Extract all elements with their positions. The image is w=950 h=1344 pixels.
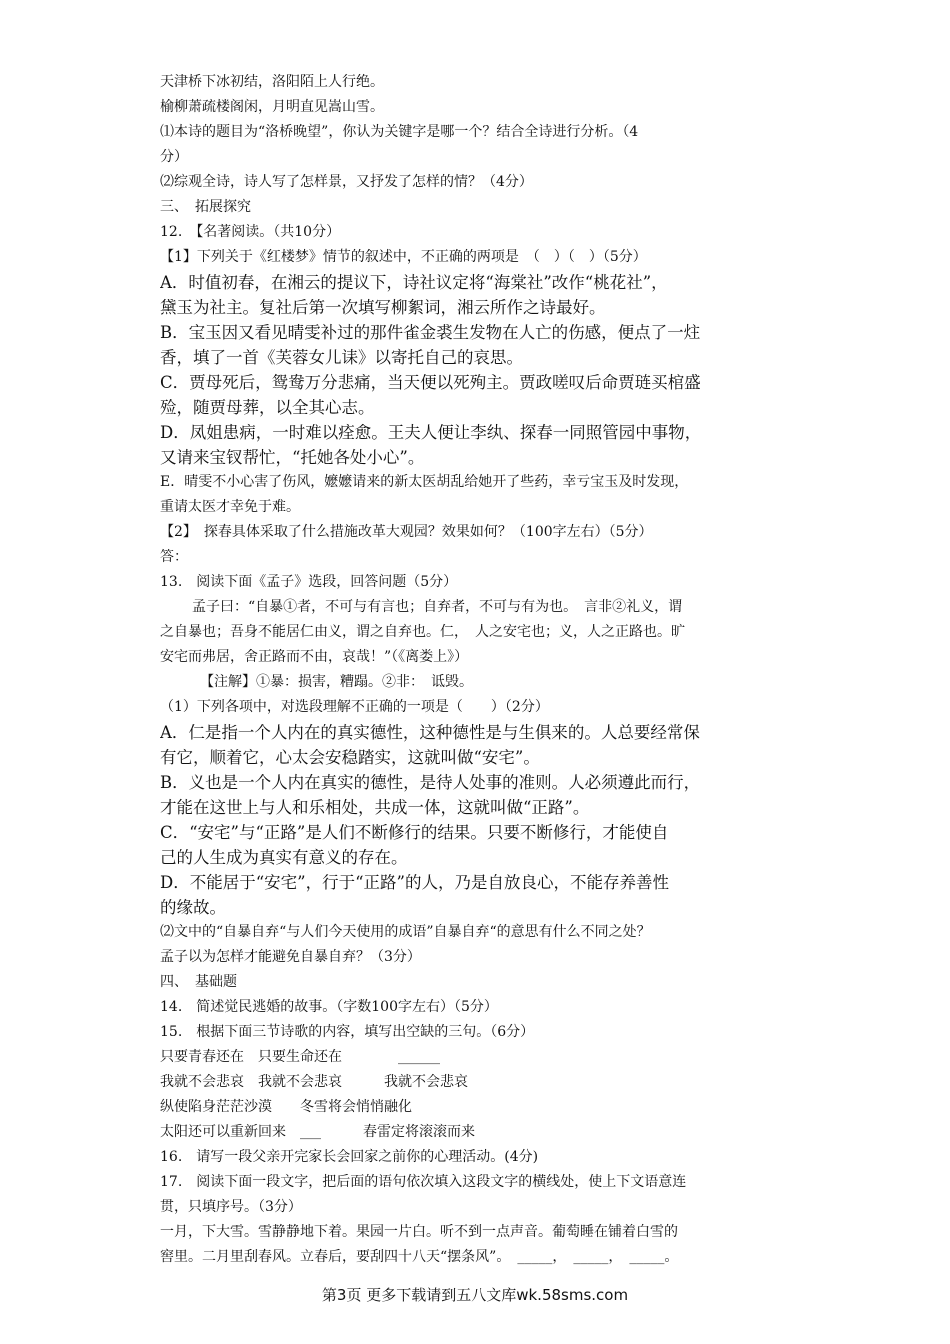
text-line: 才能在这世上与人和乐相处，共成一体，这就叫做“正路”。	[160, 798, 590, 817]
text-line: 14. 简述觉民逃婚的故事。（字数100字左右）（5分）	[160, 999, 498, 1015]
text-line: E．晴雯不小心害了伤风，嬷嬷请来的新太医胡乱给她开了些药，幸亏宝玉及时发现，	[160, 474, 689, 490]
text-line: 一月，下大雪。雪静静地下着。果园一片白。听不到一点声音。葡萄睡在铺着白雪的	[160, 1224, 678, 1240]
text-line: 贯，只填序号。（3分）	[160, 1199, 302, 1215]
text-line: 榆柳萧疏楼阁闲，月明直见嵩山雪。	[160, 99, 384, 115]
text-line: 四、 基础题	[160, 974, 237, 990]
text-line: 【1】下列关于《红楼梦》情节的叙述中，不正确的两项是 （ ）（ ）（5分）	[160, 249, 647, 265]
text-line: 13. 阅读下面《孟子》选段，回答问题（5分）	[160, 574, 458, 590]
text-line: 窖里。二月里刮春风。立春后，要刮四十八天“摆条风”。 _____， _____， _____。	[160, 1249, 679, 1265]
page-footer: 第3页 更多下载请到五八文库wk.58sms.com	[321, 1286, 629, 1304]
text-line: 我就不会悲哀 我就不会悲哀 我就不会悲哀	[160, 1074, 468, 1090]
text-line: 太阳还可以重新回来 ___ 春雷定将滚滚而来	[160, 1124, 475, 1140]
text-line: 黛玉为社主。复社后第一次填写柳絮词，湘云所作之诗最好。	[160, 298, 606, 317]
document-body	[160, 70, 800, 1270]
text-line: 纵使陷身茫茫沙漠 冬雪将会悄悄融化	[160, 1099, 412, 1115]
text-line: 16. 请写一段父亲开完家长会回家之前你的心理活动。(4分)	[160, 1149, 539, 1165]
text-line: C．“安宅”与“正路”是人们不断修行的结果。只要不断修行，才能使自	[160, 823, 669, 842]
text-line: 17. 阅读下面一段文字，把后面的语句依次填入这段文字的横线处，使上下文语意连	[160, 1174, 687, 1190]
text-line: 孟子曰：“自暴①者，不可与有言也；自弃者，不可与有为也。 言非②礼义，谓	[192, 599, 683, 615]
text-line: 【注解】①暴：损害，糟蹋。②非： 诋毁。	[200, 674, 473, 690]
text-line: 重请太医才幸免于难。	[160, 499, 300, 515]
text-line: ⑵综观全诗，诗人写了怎样景，又抒发了怎样的情？（4分）	[160, 174, 533, 190]
text-line: D．不能居于“安宅”，行于“正路”的人，乃是自放良心，不能存养善性	[160, 873, 669, 892]
text-line: 分）	[160, 149, 188, 165]
text-line: ⑴本诗的题目为“洛桥晚望”，你认为关键字是哪一个？结合全诗进行分析。（4	[160, 124, 639, 140]
text-line: C．贾母死后，鸳鸯万分悲痛，当天便以死殉主。贾政嗟叹后命贾琏买棺盛	[160, 373, 701, 392]
text-line: 香，填了一首《芙蓉女儿诔》以寄托自己的哀思。	[160, 348, 523, 367]
text-line: （1）下列各项中，对选段理解不正确的一项是（ ）（2分）	[160, 699, 549, 715]
text-line: A．时值初春，在湘云的提议下，诗社议定将“海棠社”改作“桃花社”，	[160, 273, 668, 292]
text-line: 【2】 探春具体采取了什么措施改革大观园？效果如何？（100字左右）（5分）	[160, 524, 653, 540]
text-line: 安宅而弗居，舍正路而不由，哀哉！”（《离娄上》）	[160, 649, 469, 665]
text-line: 之自暴也；吾身不能居仁由义，谓之自弃也。仁， 人之安宅也；义，人之正路也。旷	[160, 624, 685, 640]
text-line: B．宝玉因又看见晴雯补过的那件雀金裘生发物在人亡的伤感，便点了一炷	[160, 323, 701, 342]
text-line: ⑵文中的“自暴自弃“与人们今天使用的成语”自暴自弃“的意思有什么不同之处？	[160, 924, 651, 940]
text-line: 殓，随贾母葬，以全其心志。	[160, 398, 375, 417]
text-line: 孟子以为怎样才能避免自暴自弃？（3分）	[160, 949, 421, 965]
text-line: 答：	[160, 549, 188, 565]
text-line: 有它，顺着它，心太会安稳踏实，这就叫做“安宅”。	[160, 748, 540, 767]
text-line: 三、 拓展探究	[160, 199, 251, 215]
text-line: A．仁是指一个人内在的真实德性，这种德性是与生俱来的。人总要经常保	[160, 723, 700, 742]
text-line: D．凤姐患病，一时难以痊愈。王夫人便让李纨、探春一同照管园中事物，	[160, 423, 702, 442]
text-line: 的缘故。	[160, 898, 226, 917]
text-line: 15. 根据下面三节诗歌的内容，填写出空缺的三句。（6分）	[160, 1024, 535, 1040]
text-line: 己的人生成为真实有意义的存在。	[160, 848, 408, 867]
text-line: 只要青春还在 只要生命还在 ______	[160, 1049, 440, 1065]
text-line: 又请来宝钗帮忙，“托她各处小心”。	[160, 448, 425, 467]
text-line: 天津桥下冰初结，洛阳陌上人行绝。	[160, 74, 384, 90]
text-line: 12. 【名著阅读。（共10分）	[160, 224, 341, 240]
text-line: B．义也是一个人内在真实的德性，是待人处事的准则。人必须遵此而行，	[160, 773, 701, 792]
